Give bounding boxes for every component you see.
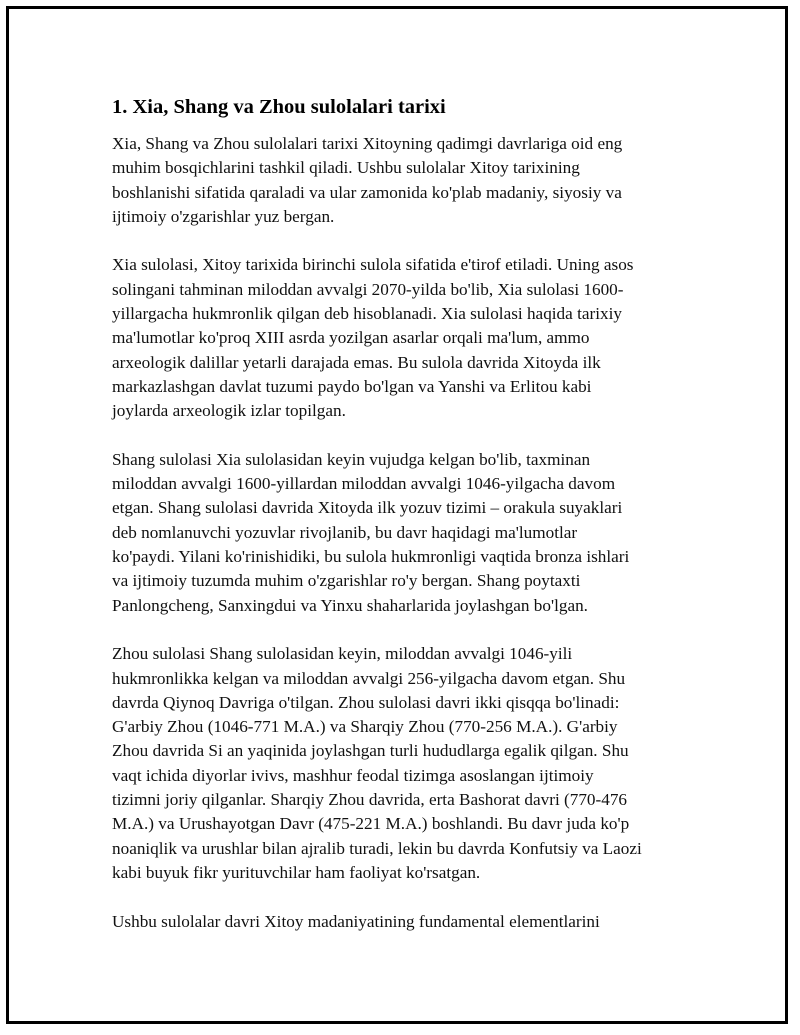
paragraph-intro: Xia, Shang va Zhou sulolalari tarixi Xitoyning qadimgi davrlariga oid eng muhim bosqichlarini tashkil qiladi. Ushbu sulolalar Xitoy tarixining boshlanishi sifatida qaraladi va ular zamonida ko'plab madaniy, siyosiy va ijtimoiy o'zgarishlar yuz bergan. bbox=[112, 134, 623, 226]
paragraph-xia: Xia sulolasi, Xitoy tarixida birinchi sulola sifatida e'tirof etiladi. Uning asos solingani tahminan miloddan avvalgi 2070-yilda bo'lib, Xia sulolasi 1600- yillargacha hukmronlik qilgan deb hisoblanadi. Xia sulolasi haqida tarixiy ma'lumotlar ko'proq XIII asrda yozilgan asarlar orqali ma'lum, ammo arxeologik dalillar yetarli darajada emas. Bu sulola davrida Xitoyda ilk markazlashgan davlat tuzumi paydo bo'lgan va Yanshi va Erlitou kabi joylarda arxeologik izlar topilgan. bbox=[112, 255, 634, 421]
paragraph-conclusion: Ushbu sulolalar davri Xitoy madaniyatining fundamental elementlarini bbox=[112, 911, 600, 931]
paragraph-zhou: Zhou sulolasi Shang sulolasidan keyin, miloddan avvalgi 1046-yili hukmronlikka kelgan va miloddan avvalgi 256-yilgacha davom etgan. Shu davrda Qiynoq Davriga o'tilgan. Zhou sulolasi davri ikki qisqqa bo'linadi: G'arbiy Zhou (1046-771 M.A.) va Sharqiy Zhou (770-256 M.A.). G'arbiy Zhou davrida Si an yaqinida joylashgan turli hududlarga egalik qilgan. Shu vaqt ichida diyorlar ivivs, mashhur feodal tizimga asoslangan ijtimoiy tizimni joriy qilganlar. Sharqiy Zhou davrida, erta Bashorat davri (770-476 M.A.) va Urushayotgan Davr (475-221 M.A.) boshlandi. Bu davr juda ko'p noaniqlik va urushlar bilan ajralib turadi, lekin bu davrda Konfutsiy va Laozi kabi buyuk fikr yurituvchilar ham faoliyat ko'rsatgan. bbox=[112, 644, 642, 882]
paragraph-shang: Shang sulolasi Xia sulolasidan keyin vujudga kelgan bo'lib, taxminan miloddan avvalgi 1600-yillardan miloddan avvalgi 1046-yilgacha davom etgan. Shang sulolasi davrida Xitoyda ilk yozuv tizimi – orakula suyaklari deb nomlanuvchi yozuvlar rivojlanib, bu davr haqidagi ma'lumotlar ko'paydi. Yilani ko'rinishidiki, bu sulola hukmronligi vaqtida bronza ishlari va ijtimoiy tuzumda muhim o'zgarishlar ro'y bergan. Shang poytaxti Panlongcheng, Sanxingdui va Yinxu shaharlarida joylashgan bo'lgan. bbox=[112, 449, 630, 615]
document-body bbox=[112, 93, 684, 958]
section-heading: 1. Xia, Shang va Zhou sulolalari tarixi bbox=[112, 96, 446, 118]
